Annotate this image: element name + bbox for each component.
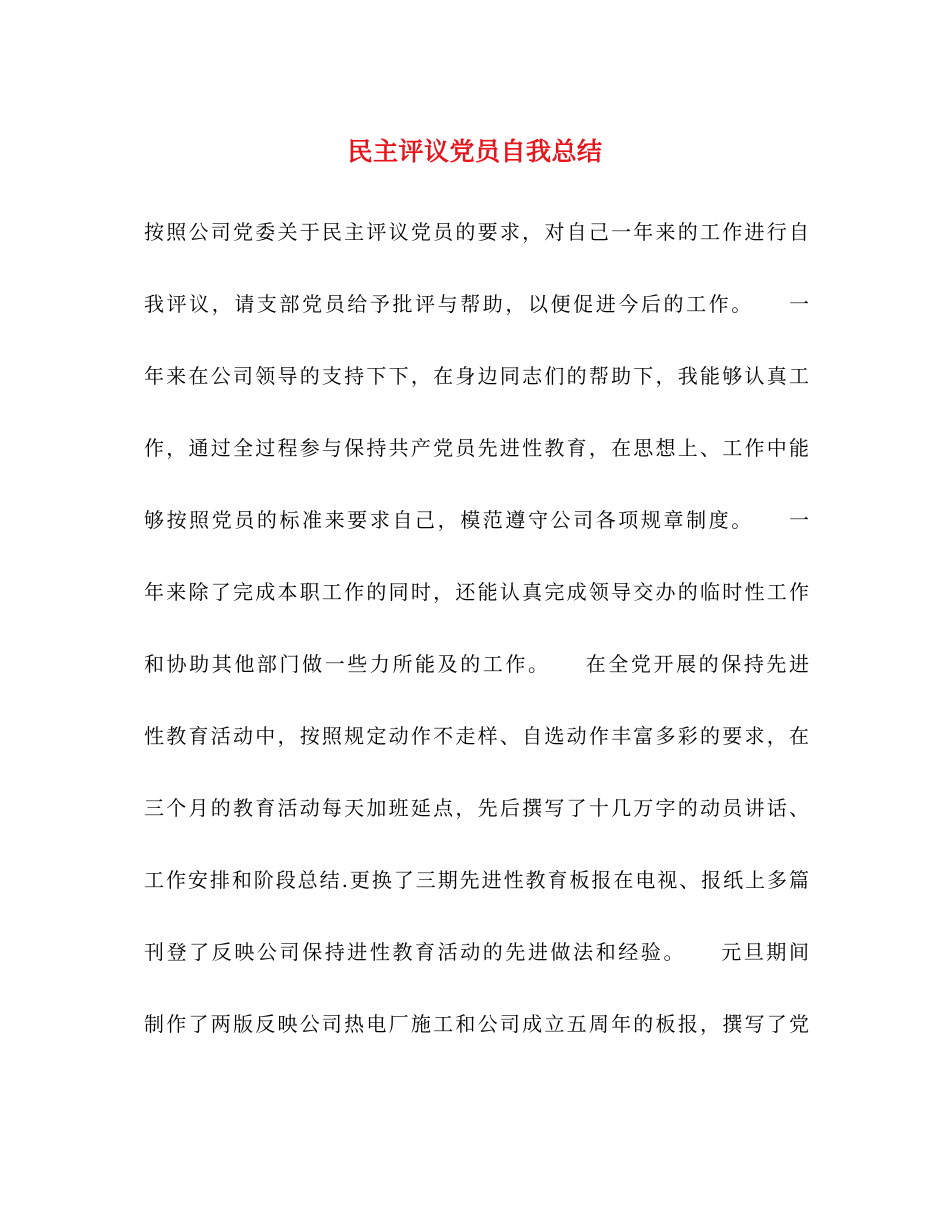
body-line: 三个月的教育活动每天加班延点，先后撰写了十几万字的动员讲话、	[144, 796, 809, 820]
body-line: 年来除了完成本职工作的同时，还能认真完成领导交办的临时性工作	[144, 580, 809, 604]
body-line: 够按照党员的标准来要求自己，模范遵守公司各项规章制度。 一	[144, 508, 809, 532]
body-line: 年来在公司领导的支持下下，在身边同志们的帮助下，我能够认真工	[144, 364, 809, 388]
body-line: 我评议，请支部党员给予批评与帮助，以便促进今后的工作。 一	[144, 292, 809, 316]
body-line: 制作了两版反映公司热电厂施工和公司成立五周年的板报，撰写了党	[144, 1012, 809, 1036]
document-body	[144, 212, 809, 1076]
document-title: 民主评议党员自我总结	[347, 137, 603, 166]
body-line: 和协助其他部门做一些力所能及的工作。 在全党开展的保持先进	[144, 652, 809, 676]
body-line: 工作安排和阶段总结.更换了三期先进性教育板报在电视、报纸上多篇	[144, 868, 809, 892]
body-line: 按照公司党委关于民主评议党员的要求，对自己一年来的工作进行自	[144, 220, 809, 244]
body-line: 作，通过全过程参与保持共产党员先进性教育，在思想上、工作中能	[144, 436, 809, 460]
body-line: 刊登了反映公司保持进性教育活动的先进做法和经验。 元旦期间	[144, 940, 809, 964]
body-line: 性教育活动中，按照规定动作不走样、自选动作丰富多彩的要求，在	[144, 724, 809, 748]
